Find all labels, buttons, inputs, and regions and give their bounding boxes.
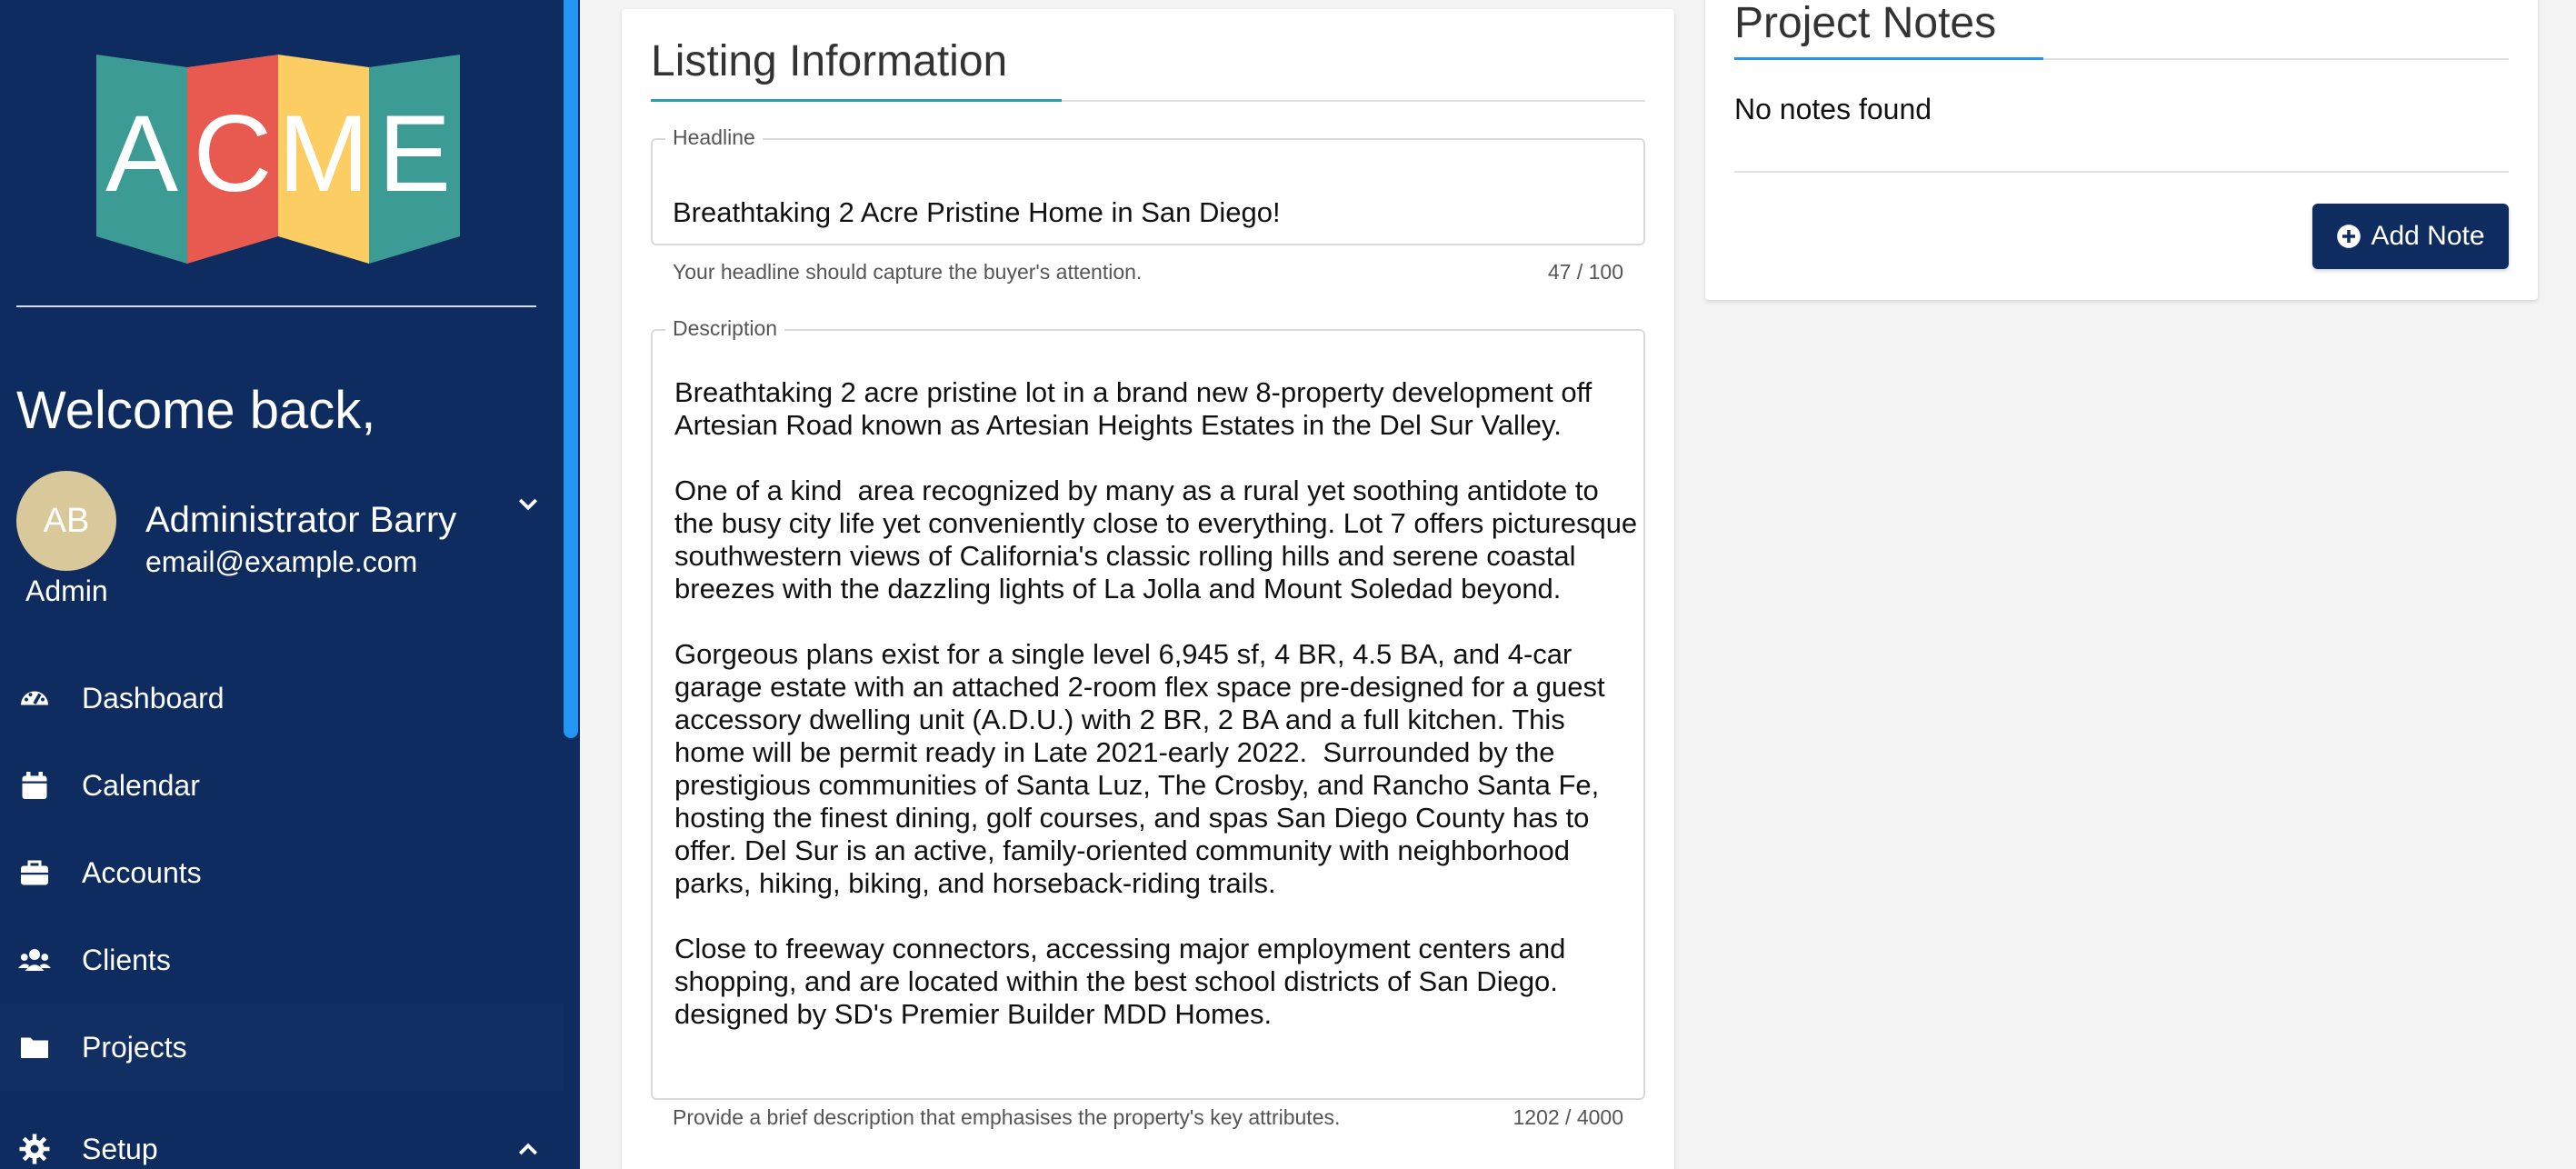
sidebar-item-label: Dashboard	[82, 681, 225, 714]
notes-title: Project Notes	[1734, 0, 1997, 47]
acme-logo	[96, 55, 460, 264]
user-name: Administrator Barry	[145, 500, 457, 540]
gear-icon	[18, 1133, 51, 1165]
description-hint: Provide a brief description that emphasises the property's key attributes.	[673, 1105, 1341, 1129]
sidebar-item-calendar[interactable]	[0, 742, 564, 829]
add-note-label: Add Note	[2371, 221, 2485, 251]
user-email: email@example.com	[145, 545, 418, 578]
svg-text:E: E	[377, 93, 452, 215]
headline-hint: Your headline should capture the buyer's attention.	[673, 260, 1143, 284]
chevron-down-icon[interactable]	[514, 491, 542, 518]
sidebar-item-label: Calendar	[82, 768, 200, 802]
welcome-text: Welcome back,	[16, 381, 376, 440]
sidebar-item-dashboard[interactable]	[0, 654, 564, 742]
notes-divider	[1734, 171, 2509, 173]
description-label: Description	[665, 316, 784, 341]
title-accent	[1734, 57, 2043, 60]
users-icon	[18, 944, 51, 976]
headline-label: Headline	[665, 125, 763, 150]
plus-circle-icon	[2336, 224, 2361, 249]
description-field[interactable]	[651, 316, 1645, 1100]
sidebar-item-accounts[interactable]	[0, 829, 564, 916]
sidebar-item-label: Projects	[82, 1030, 187, 1064]
user-role: Admin	[25, 575, 108, 607]
sidebar-item-setup[interactable]	[0, 1105, 564, 1169]
chevron-up-icon[interactable]	[514, 1135, 542, 1163]
folder-icon	[18, 1031, 51, 1064]
dashboard-icon	[18, 682, 51, 714]
description-counter: 1202 / 4000	[1513, 1105, 1623, 1129]
sidebar-item-label: Clients	[82, 943, 171, 976]
notes-empty-text: No notes found	[1734, 93, 1932, 125]
svg-text:A: A	[105, 93, 179, 215]
headline-counter: 47 / 100	[1547, 260, 1623, 284]
description-textarea[interactable]: Breathtaking 2 acre pristine lot in a brand new 8-property development off Artesian Road known as Artesian Heights Estates in the Del Sur Valley. One of a kind area recognized by many as a rural yet soothing antidote to the busy city life yet conveniently close to everything. Lot 7 offers picturesque southwestern views of California's classic rolling hills and serene coastal breezes with the dazzling lights of La Jolla and Mount Soledad beyond. Gorgeous plans exist for a single level 6,945 sf, 4 BR, 4.5 BA, and 4-car garage estate with an attached 2-room flex space pre-designed for a guest accessory dwelling unit (A.D.U.) with 2 BR, 2 BA and a full kitchen. This home will be permit ready in Late 2021-early 2022. Surrounded by the prestigious communities of Santa Luz, The Crosby, and Rancho Santa Fe, hosting the finest dining, golf courses, and spas San Diego County has to offer. Del Sur is an active, family-oriented community with neighborhood parks, hiking, biking, and horseback-riding trails. Close to freeway connectors, accessing major employment centers and shopping, and are located within the best school districts of San Diego. designed by SD's Premier Builder MDD Homes.	[674, 376, 1638, 1030]
svg-text:M: M	[278, 93, 369, 215]
title-accent	[651, 99, 1062, 102]
sidebar-item-label: Setup	[82, 1132, 158, 1165]
headline-input[interactable]: Breathtaking 2 Acre Pristine Home in San Diego!	[673, 196, 1281, 228]
sidebar-item-clients[interactable]	[0, 916, 564, 1004]
sidebar-divider	[16, 305, 536, 307]
listing-title: Listing Information	[651, 37, 1008, 85]
listing-information-card	[622, 9, 1674, 1169]
briefcase-icon	[18, 856, 51, 889]
sidebar-scrollbar[interactable]	[564, 0, 578, 738]
sidebar	[0, 0, 580, 1169]
sidebar-item-label: Accounts	[82, 855, 202, 889]
sidebar-item-projects[interactable]	[0, 1004, 564, 1091]
avatar[interactable]: AB	[16, 471, 116, 571]
calendar-icon	[18, 769, 51, 802]
add-note-button[interactable]	[2312, 204, 2509, 269]
svg-text:C: C	[193, 93, 273, 215]
headline-field[interactable]	[651, 125, 1645, 245]
